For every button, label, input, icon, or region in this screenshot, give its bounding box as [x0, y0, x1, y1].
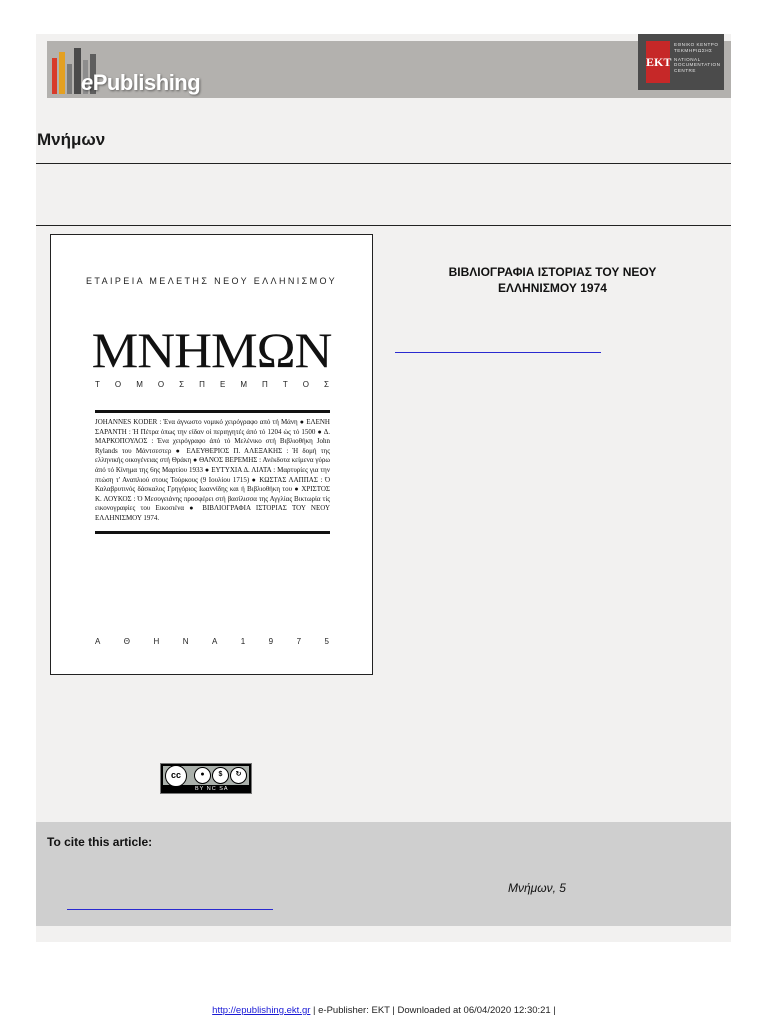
ekt-line: NATIONAL [674, 56, 701, 62]
cover-volume-letter: Σ [324, 380, 330, 389]
article-title-line: ΒΙΒΛΙΟΓΡΑΦΙΑ ΙΣΤΟΡΙΑΣ ΤΟΥ ΝΕΟΥ [448, 265, 657, 279]
cover-rule [95, 531, 330, 534]
ekt-logo-text [674, 42, 722, 74]
footer-link[interactable]: http://epublishing.ekt.gr [212, 1005, 311, 1016]
cover-volume-letter: Π [262, 380, 269, 389]
footer-text: | e-Publisher: EKT | Downloaded at 06/04/2020 12:30:21 | [310, 1005, 556, 1016]
ekt-line: ΕΘΝΙΚΟ ΚΕΝΤΡΟ [674, 42, 719, 47]
article-title-line: ΕΛΛΗΝΙΣΜΟΥ 1974 [498, 281, 607, 295]
cover-rule [95, 410, 330, 413]
cover-city-year [95, 637, 330, 646]
ekt-logo[interactable] [638, 34, 724, 90]
footer [0, 1005, 768, 1016]
cover-volume-letter: Σ [179, 380, 186, 389]
ekt-line: ΤΕΚΜΗΡΙΩΣΗΣ [674, 47, 713, 53]
divider [36, 163, 731, 164]
cover-volume-letter: Ο [302, 380, 310, 389]
divider [36, 225, 731, 226]
article-title [420, 264, 685, 296]
citation-label: To cite this article: [47, 835, 153, 849]
cover-volume-letter: Τ [282, 380, 289, 389]
cover-volume-letter: Ε [219, 380, 227, 389]
cover-volume [95, 380, 330, 389]
cover-volume-letter: Ο [114, 380, 123, 389]
article-link[interactable] [395, 352, 601, 353]
cover-city-letter: Θ [123, 637, 132, 646]
cover-volume-letter: Τ [95, 380, 101, 389]
cc-icon: cc [165, 765, 187, 787]
cover-city-letter: 5 [324, 637, 330, 646]
cover-city-letter: 9 [268, 637, 275, 646]
cover-volume-letter: Π [199, 380, 206, 389]
by-icon: ● [194, 767, 211, 784]
cover-society: ΕΤΑΙΡΕΙΑ ΜΕΛΕΤΗΣ ΝΕΟΥ ΕΛΛΗΝΙΣΜΟΥ [85, 276, 338, 286]
sa-icon: ↻ [230, 767, 247, 784]
cover-volume-letter: Μ [240, 380, 248, 389]
cover-city-letter: Η [153, 637, 161, 646]
epublishing-logo[interactable] [81, 70, 200, 96]
cover-city-letter: Α [211, 637, 219, 646]
cover-volume-letter: Ο [157, 380, 166, 389]
cover-city-letter: Ν [182, 637, 190, 646]
ekt-line: CENTRE [674, 68, 696, 74]
ekt-line: DOCUMENTATION [674, 62, 721, 68]
cc-badge-label: BY NC SA [195, 786, 229, 792]
logo-prefix: e [81, 70, 93, 95]
journal-title: Μνήμων [37, 130, 106, 149]
ekt-mark: EKT [646, 41, 670, 83]
cover-image [50, 234, 373, 675]
cover-city-letter: 7 [296, 637, 303, 646]
logo-name: Publishing [92, 70, 201, 95]
cover-city-letter: 1 [240, 637, 247, 646]
cover-city-letter: Α [95, 637, 102, 646]
cc-by-nc-sa-icon[interactable] [160, 763, 252, 794]
cover-volume-letter: Μ [136, 380, 144, 389]
cover-contents: JOHANNES KODER : Ένα άγνωστο νομικό χειρόγραφο από τή Μάνη ● ΕΛΕΝΗ ΣΑΡΑΝΤΗ : Ή Πέτρα όπως την είδαν οί περιηγητές άπό τό 1204 ώς τό 1500 ● Δ. ΜΑΡΚΟΠΟΥΛΟΣ : Ένα χειρόγραφο άπό τό Μελένικο στή Βιβλιοθήκη John Rylands του Μάντσεστερ ● ΕΛΕΥΘΕΡΙΟΣ Π. ΑΛΕΞΑΚΗΣ : Ή δομή της ελληνικής οικογένειας στή Θράκη ● ΘΑΝΟΣ ΒΕΡΕΜΗΣ : Ανέκδοτα κείμενα γύρω άπό τό Κίνημα της 6ης Μαρτίου 1933 ● ΕΥΤΥΧΙΑ Δ. ΛΙΑΤΑ : Μαρτυρίες για την πτώση τ' Αναπλιού στους Τούρκους (9 Ιουλίου 1715) ● ΚΩΣΤΑΣ ΛΑΠΠΑΣ : Ό Καλαβρυτινός δάσκαλος Γρηγόριος Ιωαννίδης και ή Βιβλιοθήκη του ● ΧΡΙΣΤΟΣ Κ. ΛΟΥΚΟΣ : Ό Μεσογειάνης προσφέρει στή βασίλισσα της Αγγλίας Βικτωρία τίς εικονογραφίες του Εικοσιένα ● ΒΙΒΛΙΟΓΡΑΦΙΑ ΙΣΤΟΡΙΑΣ ΤΟΥ ΝΕΟΥ ΕΛΛΗΝΙΣΜΟΥ 1974. [95, 418, 330, 522]
citation-reference: Μνήμων, 5 [508, 881, 566, 895]
citation-link[interactable] [67, 909, 273, 910]
cover-title: ΜΝΗΜΩΝ [91, 322, 332, 378]
nc-icon: $ [212, 767, 229, 784]
